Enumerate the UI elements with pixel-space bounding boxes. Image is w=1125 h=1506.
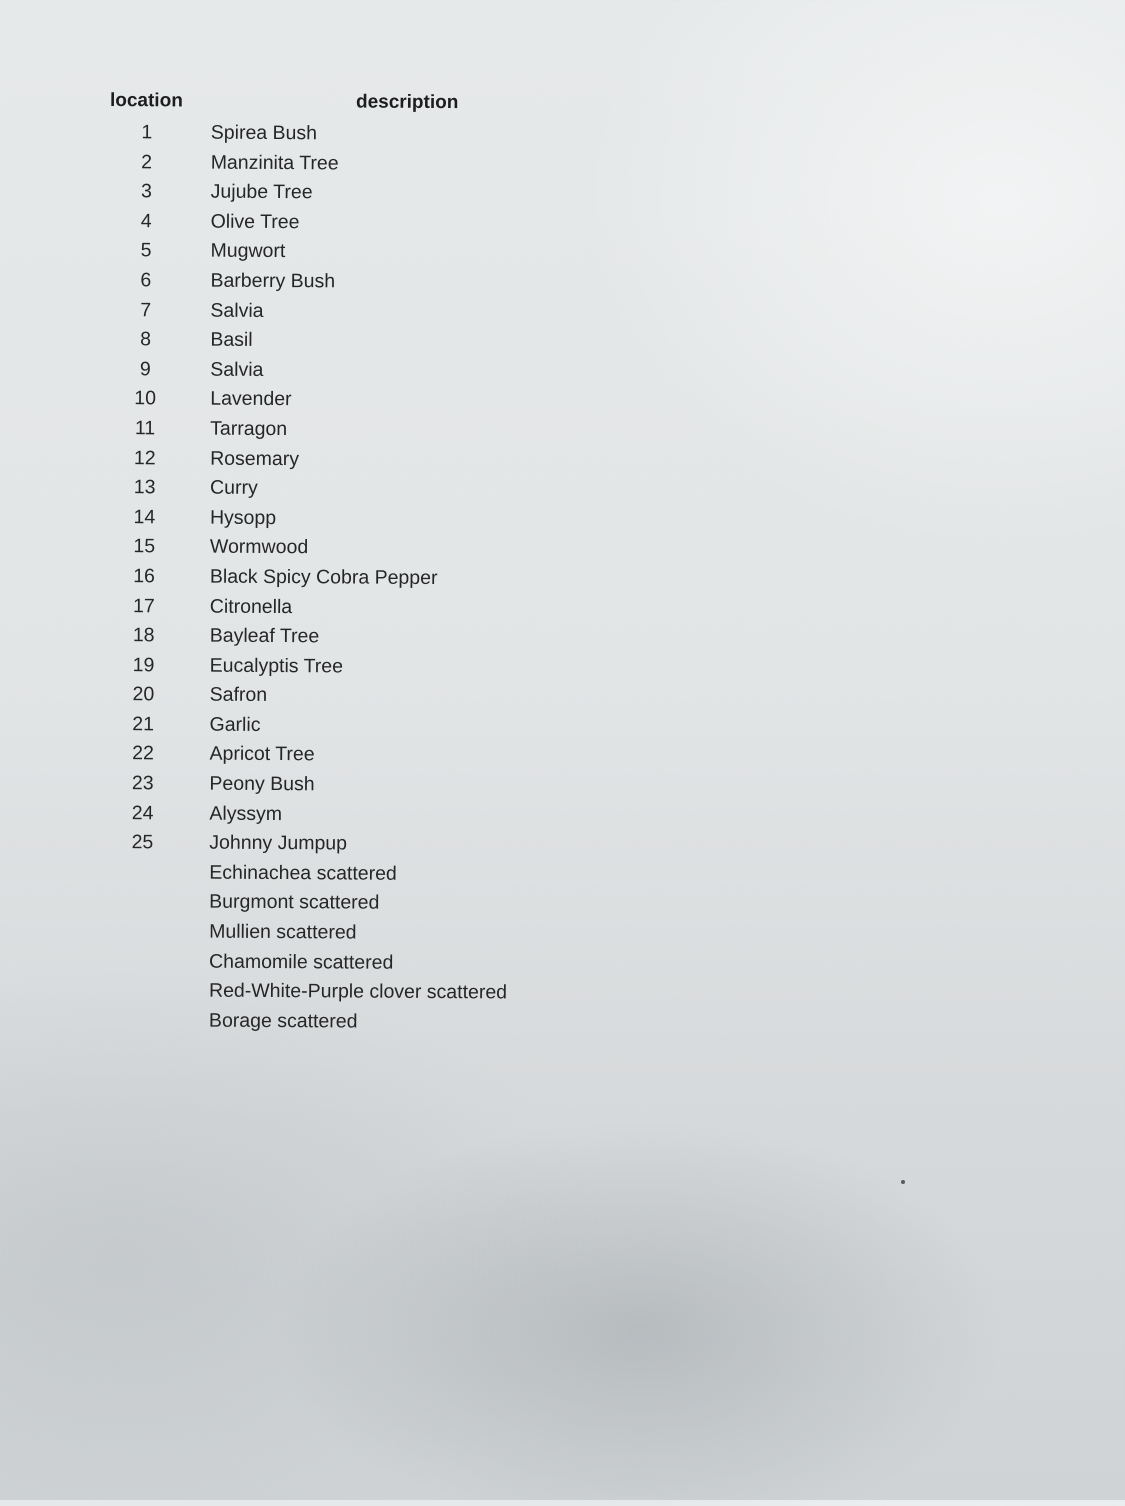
table-row [0,265,699,299]
description-cell: Echinachea scattered [209,858,397,889]
plant-list [0,117,700,1039]
description-cell: Hysopp [210,503,276,533]
description-cell: Johnny Jumpup [209,829,347,859]
table-row [0,532,697,566]
description-cell: Tarragon [210,415,287,445]
description-cell: Red-White-Purple clover scattered [209,977,507,1008]
location-cell: 18 [115,621,173,651]
table-row [0,561,697,595]
table-row [0,1005,694,1039]
table-row [0,147,700,181]
table-row [0,916,695,950]
description-cell: Mullien scattered [209,918,357,948]
description-cell: Bayleaf Tree [210,622,320,652]
table-row [0,828,696,862]
location-cell: 8 [116,325,174,355]
column-header-location: location [110,90,183,112]
table-row [0,413,698,447]
description-cell: Jujube Tree [211,178,313,208]
description-cell: Garlic [209,710,260,740]
description-cell: Peony Bush [209,770,314,800]
description-cell: Curry [210,474,258,504]
location-cell: 16 [115,562,173,592]
table-row [0,384,698,418]
location-cell: 11 [116,414,174,444]
table-row [0,295,699,329]
column-header-description: description [356,92,459,115]
table-row [0,887,695,921]
location-cell: 21 [114,710,172,740]
description-cell: Spirea Bush [211,119,317,149]
table-row [0,620,697,654]
table-row [0,324,699,358]
location-cell: 23 [114,769,172,799]
location-cell: 4 [117,207,175,237]
description-cell: Mugwort [210,237,285,267]
table-row [0,591,697,625]
table-row [0,472,698,506]
table-row [0,206,699,240]
description-cell: Rosemary [210,444,299,474]
location-cell: 5 [117,236,175,266]
location-cell: 9 [116,355,174,385]
table-row [0,976,695,1010]
location-cell: 22 [114,740,172,770]
location-cell: 7 [117,296,175,326]
description-cell: Olive Tree [211,207,300,237]
location-cell: 13 [116,473,174,503]
location-cell: 25 [113,828,171,858]
location-cell: 10 [116,384,174,414]
table-row [0,502,698,536]
description-cell: Chamomile scattered [209,947,393,978]
location-cell: 6 [117,266,175,296]
table-row [0,650,697,684]
description-cell: Salvia [210,296,263,326]
table-row [0,798,696,832]
description-cell: Citronella [210,592,293,622]
description-cell: Burgmont scattered [209,888,379,919]
location-cell: 1 [118,118,176,148]
description-cell: Safron [210,681,268,711]
description-cell: Borage scattered [209,1006,358,1037]
location-cell: 19 [114,651,172,681]
location-cell: 3 [117,177,175,207]
description-cell: Black Spicy Cobra Pepper [210,563,438,594]
description-cell: Wormwood [210,533,308,563]
description-cell: Salvia [210,355,263,385]
table-row [0,117,700,151]
location-cell: 24 [114,799,172,829]
table-row [0,177,700,211]
description-cell: Manzinita Tree [211,148,339,178]
location-cell: 12 [116,444,174,474]
table-row [0,768,696,802]
location-cell: 15 [115,532,173,562]
table-row [0,680,696,714]
location-cell: 2 [118,148,176,178]
description-cell: Barberry Bush [210,267,335,297]
description-cell: Eucalyptis Tree [210,651,343,681]
table-row [0,443,698,477]
description-cell: Lavender [210,385,292,415]
table-row [0,857,695,891]
description-cell: Alyssym [209,799,282,829]
description-cell: Apricot Tree [209,740,314,770]
location-cell: 20 [114,680,172,710]
description-cell: Basil [210,326,252,356]
location-cell: 17 [115,592,173,622]
paper-speck [901,1180,905,1184]
table-row [0,739,696,773]
table-row [0,236,699,270]
table-row [0,354,698,388]
location-cell: 14 [115,503,173,533]
table-row [0,709,696,743]
table-row [0,946,695,980]
